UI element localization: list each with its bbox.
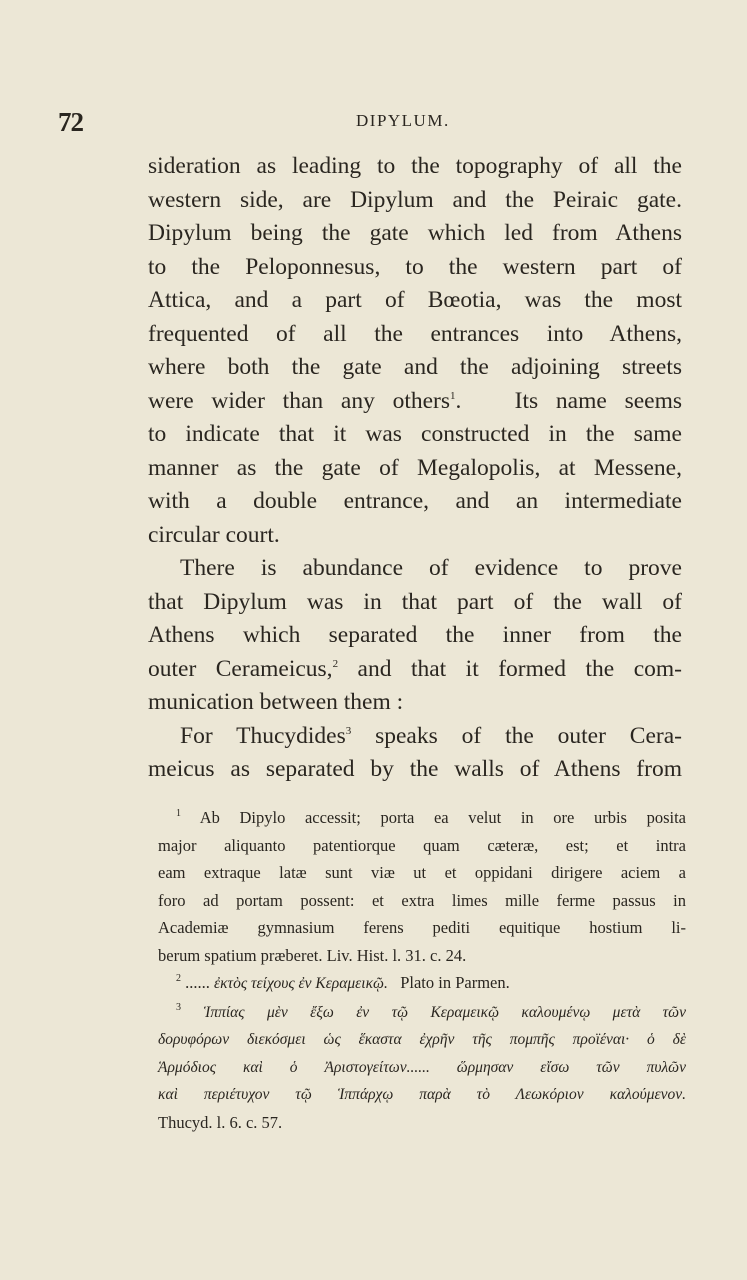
footnote-greek: Ἱππίας μὲν ἔξω ἐν τῷ Κεραμεικῷ καλουμένῳ μετὰ τῶν [203,1003,687,1021]
body-line: sideration as leading to the topography of all the [148,153,682,179]
footnote-3 [158,998,686,1027]
body-line: munication between them : [148,689,404,715]
body-text [148,150,682,787]
footnotes [158,804,686,1136]
body-line: to indicate that it was constructed in the same [148,421,682,447]
body-line: were wider than any others$^1$. Its name seems [148,387,683,414]
page-number: 72 [58,107,83,137]
body-line-text: speaks of the outer Cera- [375,722,682,749]
body-line: to the Peloponnesus, to the western part of [148,253,682,280]
body-line: There is abundance of evidence to prove [180,555,682,581]
body-line: where both the gate and the adjoining streets [148,354,682,380]
body-line: meicus as separated by the walls of Athens from [148,756,682,782]
footnote-line: foro ad portam possent: et extra limes mille ferme passus in [158,890,686,910]
footnote-text: Ab Dipylo accessit; porta ea velut in ore urbis posita [199,808,687,827]
footnote-line: major aliquanto patentiorque quam cæteræ, est; et intra [158,835,686,855]
footnote-line: δορυφόρων διεκόσμει ὡς ἕκαστα ἐχρῆν τῆς πομπῆς προϊέναι· ὁ δὲ [158,1031,686,1048]
body-line: Dipylum being the gate which led from Athens [148,220,682,246]
page-header [0,107,747,137]
footnote-line: Academiæ gymnasium ferens pediti equitique hostium li- [158,918,686,937]
footnote-mark: 3 [176,1001,181,1013]
body-line: that Dipylum was in that part of the wall of [148,588,682,615]
body-line-text: Its name seems [514,387,683,414]
footnote-ref-2: 2 [332,657,339,670]
body-line: manner as the gate of Megalopolis, at Messene, [148,454,682,481]
body-line [148,720,682,754]
body-line-text: outer Cerameicus, [148,655,333,682]
body-line [148,653,682,687]
footnote-dots: ...... [185,973,210,992]
running-title: DIPYLUM. [356,111,450,130]
footnote-2 [158,969,686,998]
footnote-mark: 1 [176,808,181,819]
footnote-source: Plato in Parmen. [400,973,510,992]
body-line: western side, are Dipylum and the Peiraic gate. [148,186,682,213]
footnote-citation: Thucyd. l. 6. c. 57. [158,1112,283,1132]
footnote-ref-3: 3 [345,724,352,737]
body-line: with a double entrance, and an intermediate [148,488,682,514]
footnote-line: Ἁρμόδιος καὶ ὁ Ἀριστογείτων...... ὥρμησαν εἴσω τῶν πυλῶν [158,1058,686,1076]
body-line-text: were wider than any others [148,387,451,414]
body-line: Attica, and a part of Bœotia, was the most [148,287,682,313]
body-line: circular court. [148,521,280,548]
footnote-line: berum spatium præberet. Liv. Hist. l. 31. c. 24. [158,945,467,965]
footnote-ref-1: 1 [450,389,456,402]
footnote-greek: ἐκτὸς τείχους ἐν Κεραμεικῷ. [214,975,388,992]
footnote-mark: 2 [176,973,181,984]
body-line: frequented of all the entrances into Athens, [148,320,682,347]
body-line: Athens which separated the inner from the [148,622,682,648]
footnote-line: καὶ περιέτυχον τῷ Ἱππάρχῳ παρὰ τὸ Λεωκόριον καλούμενον. [158,1086,686,1103]
footnote-line: eam extraque latæ sunt viæ ut et oppidani dirigere aciem a [158,863,686,882]
body-line-text: For Thucydides [180,722,346,749]
body-line-text: and that it formed the com- [357,655,682,682]
footnote-1 [158,804,686,832]
